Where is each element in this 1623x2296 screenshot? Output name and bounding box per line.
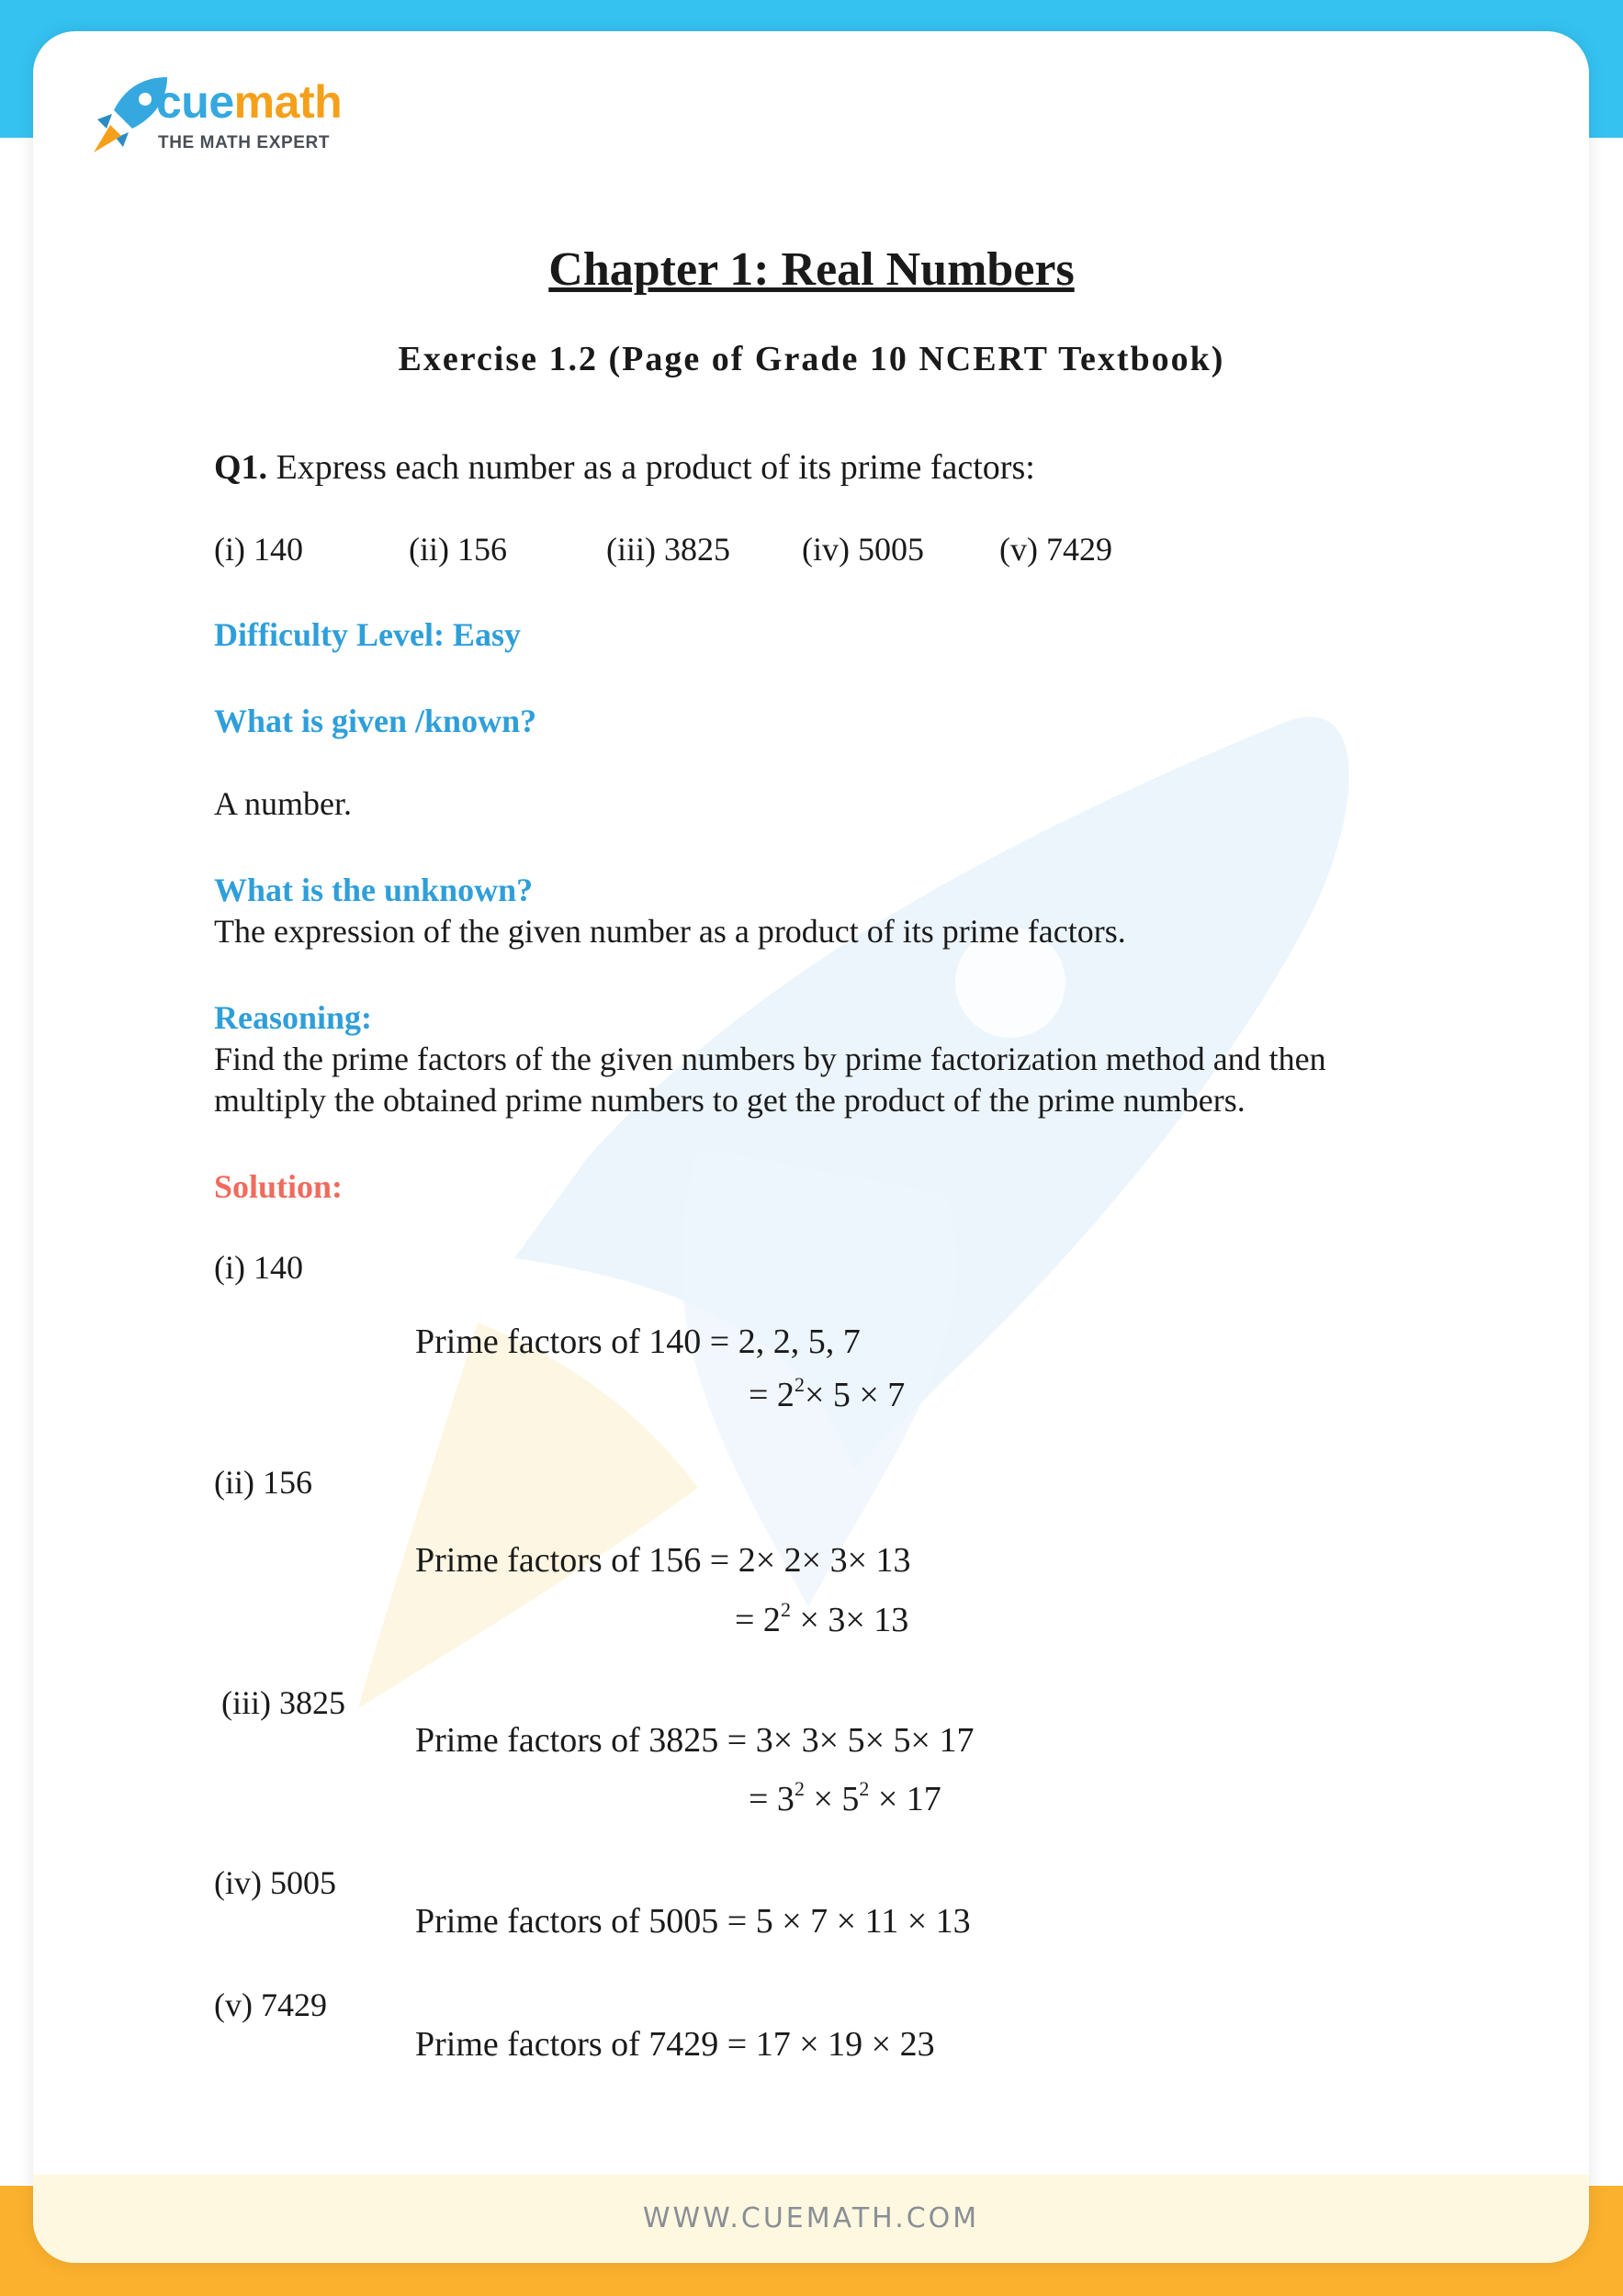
solution-line: Prime factors of 5005 = 5 × 7 × 11 × 13 xyxy=(415,1902,971,1941)
reasoning-heading: Reasoning: xyxy=(214,999,373,1036)
question-part: (i) 140 xyxy=(214,531,303,568)
page-title: Chapter 1: Real Numbers xyxy=(548,243,1075,296)
unknown-text: The expression of the given number as a product of its prime factors. xyxy=(214,913,1126,950)
question-part: (v) 7429 xyxy=(999,531,1112,568)
question-part: (ii) 156 xyxy=(409,531,507,568)
solution-line: Prime factors of 3825 = 3× 3× 5× 5× 17 xyxy=(415,1721,975,1760)
question-part: (iii) 3825 xyxy=(606,531,730,568)
reasoning-text-line: Find the prime factors of the given numbers by prime factorization method and then xyxy=(214,1041,1326,1077)
solution-item-label: (i) 140 xyxy=(214,1249,303,1286)
given-heading: What is given /known? xyxy=(214,703,537,739)
solution-line: = $3^2 \times 5^2 \times 17$ xyxy=(749,1777,941,1818)
solution-item-label: (v) 7429 xyxy=(214,1986,327,2023)
question-body: Express each number as a product of its prime factors: xyxy=(276,448,1035,487)
solution-line: = $2^2 \times 3\times 13$ xyxy=(735,1598,909,1639)
solution-line: Prime factors of 140 = 2, 2, 5, 7 xyxy=(415,1322,861,1361)
question-text xyxy=(214,450,1035,485)
solution-line: Prime factors of 156 = 2× 2× 3× 13 xyxy=(415,1541,911,1580)
given-text: A number. xyxy=(214,785,352,822)
unknown-heading: What is the unknown? xyxy=(214,872,534,908)
question-part: (iv) 5005 xyxy=(802,531,924,568)
brand-logo: cuemath xyxy=(156,76,343,128)
solution-line: Prime factors of 7429 = 17 × 19 × 23 xyxy=(415,2025,935,2064)
solution-item-label: (iv) 5005 xyxy=(214,1864,336,1901)
question-label: Q1. xyxy=(214,448,268,487)
footer-website: WWW.CUEMATH.COM xyxy=(642,2202,980,2234)
reasoning-text-line: multiply the obtained prime numbers to get the product of the prime numbers. xyxy=(214,1082,1245,1119)
solution-item-label: (ii) 156 xyxy=(214,1464,312,1501)
brand-tagline: THE MATH EXPERT xyxy=(158,133,331,152)
page-subtitle: Exercise 1.2 (Page of Grade 10 NCERT Textbook) xyxy=(398,340,1225,378)
solution-item-label: (iii) 3825 xyxy=(221,1684,345,1721)
solution-line: = $2^2\times 5 \times 7$ xyxy=(749,1373,906,1414)
difficulty-level: Difficulty Level: Easy xyxy=(214,616,521,653)
solution-heading: Solution: xyxy=(214,1168,344,1205)
